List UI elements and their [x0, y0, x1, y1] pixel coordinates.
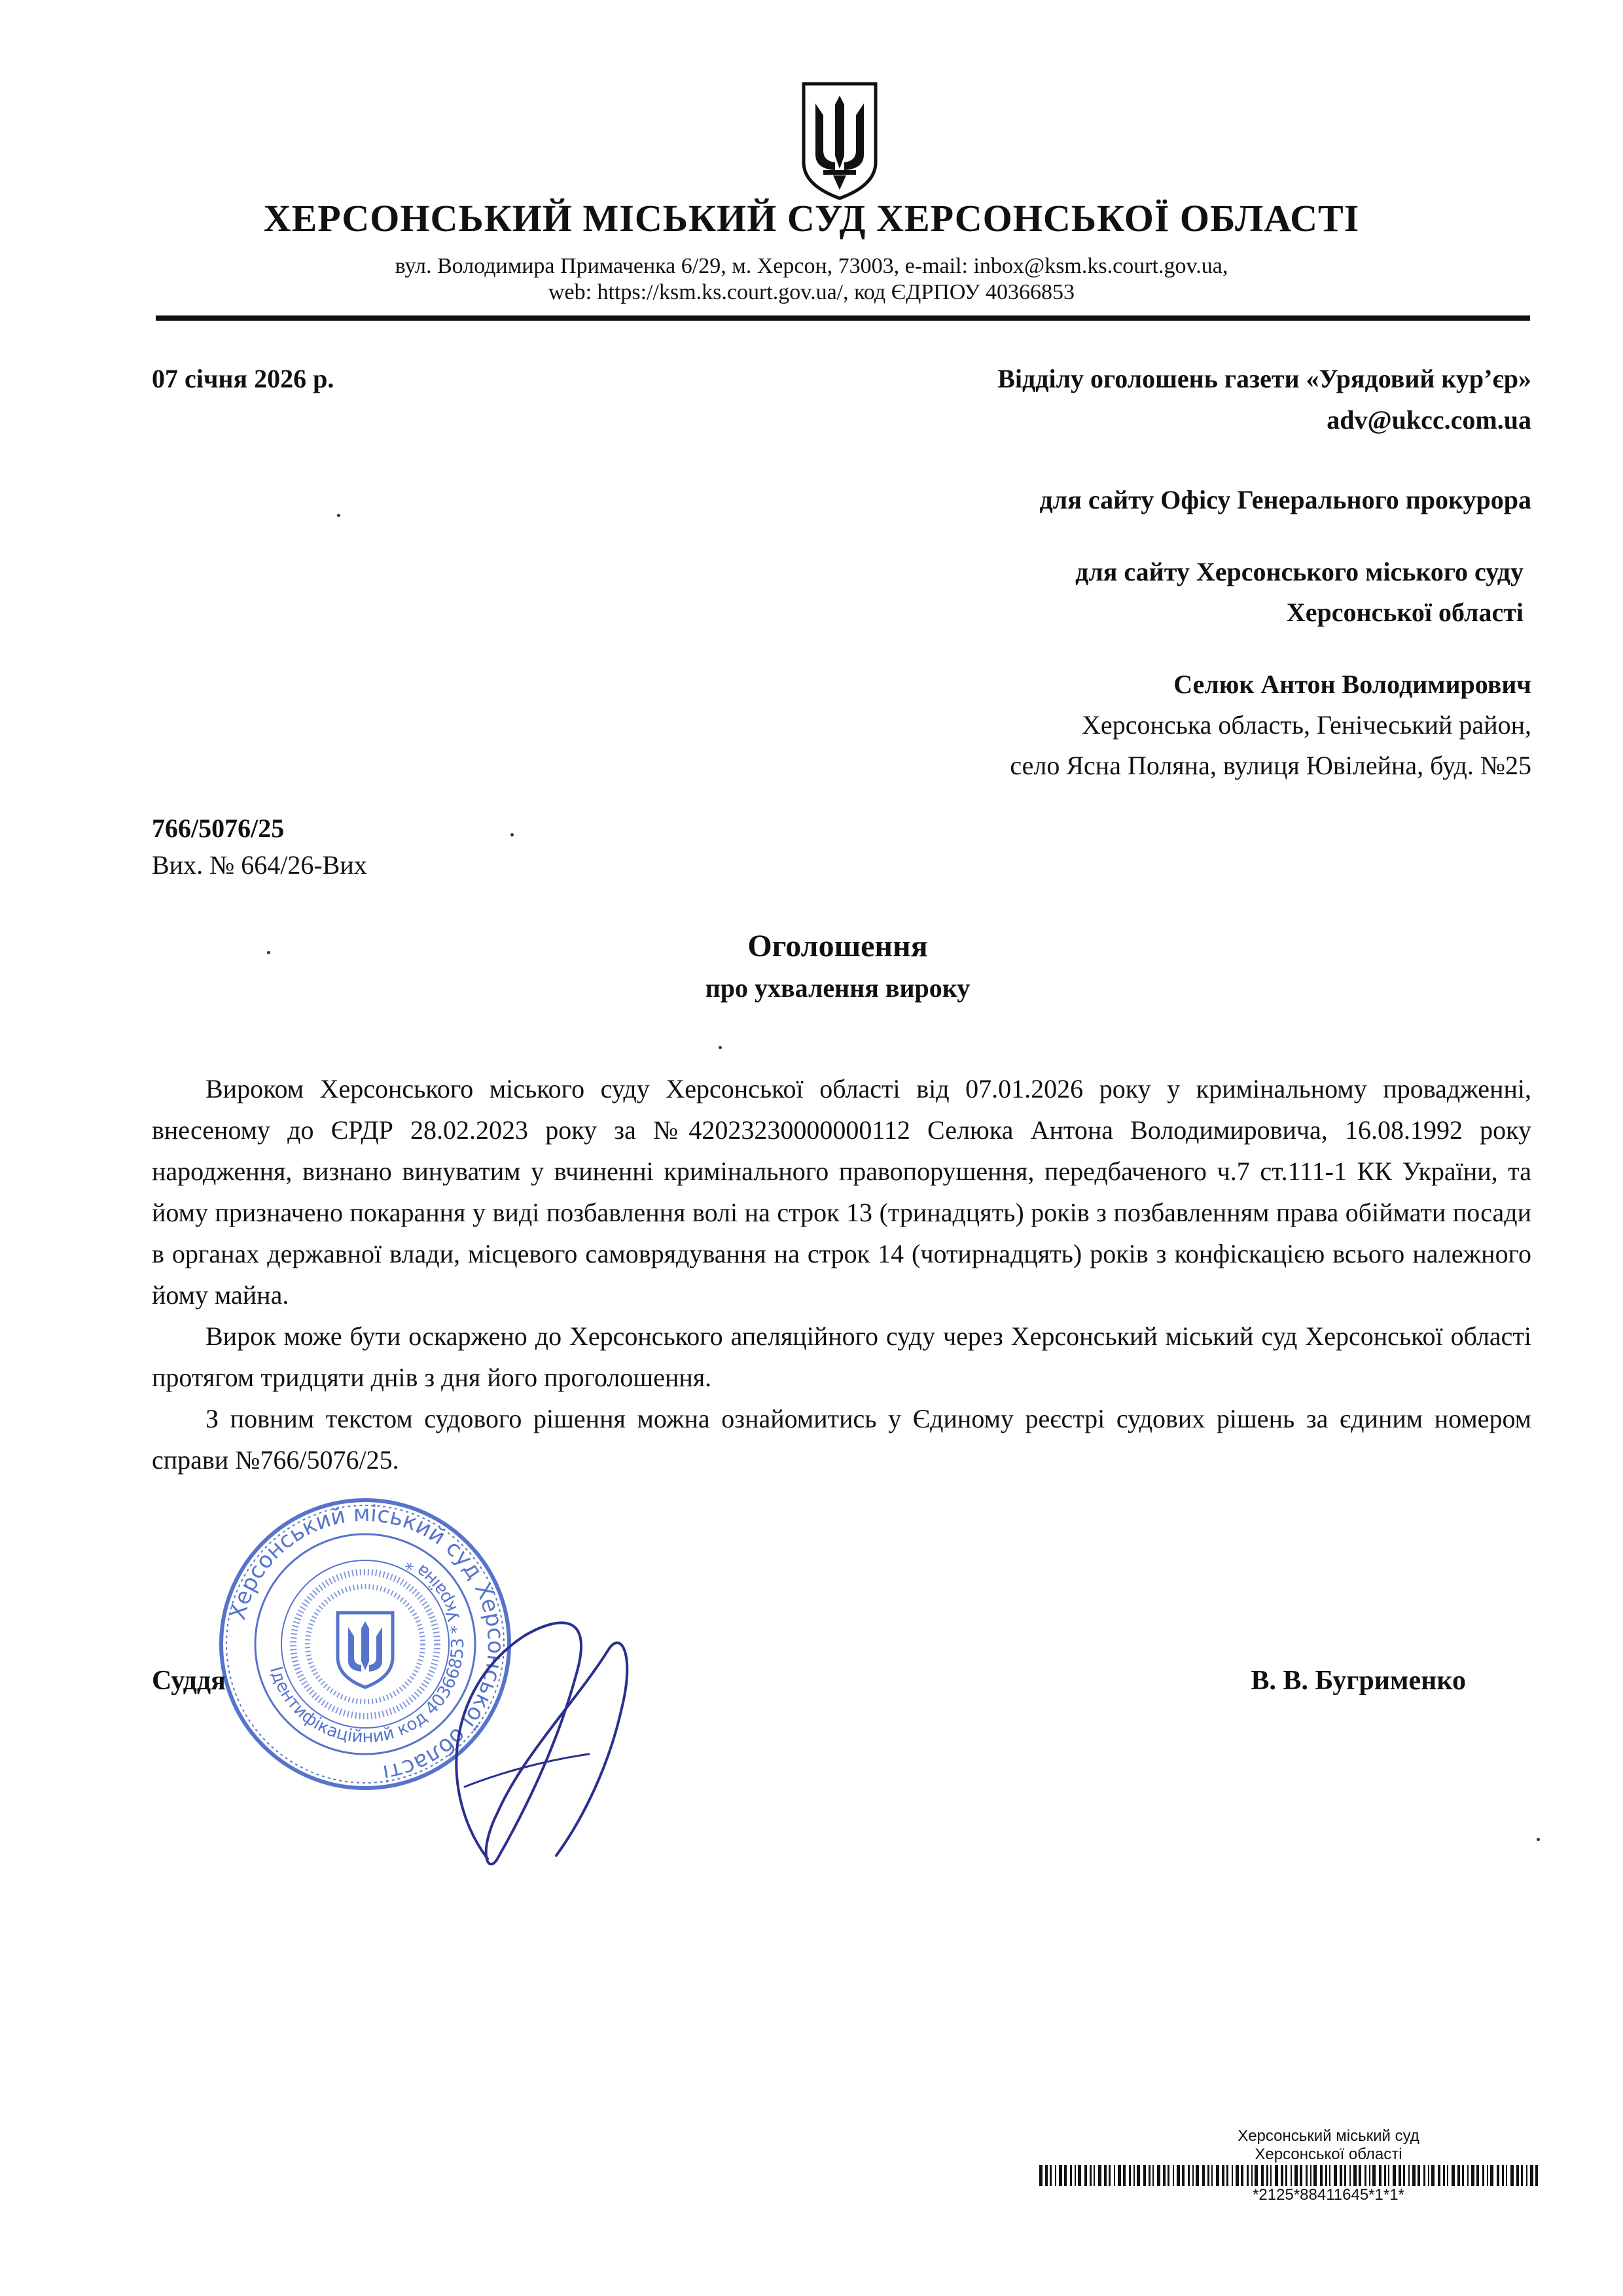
- barcode-bar: [1510, 2165, 1514, 2186]
- barcode-bar: [1039, 2165, 1043, 2186]
- barcode-bar: [1306, 2165, 1308, 2186]
- barcode-bar: [1137, 2165, 1140, 2186]
- header-divider: [156, 315, 1530, 321]
- paragraph-appeal: Вирок може бути оскаржено до Херсонського апеляційного суду через Херсонський міський суд Херсонської області протягом тридцяти днів з дня його проголошення.: [152, 1321, 1531, 1392]
- barcode-bar: [1270, 2165, 1272, 2186]
- barcode-bar: [1173, 2165, 1174, 2186]
- barcode-bar: [1226, 2165, 1228, 2186]
- barcode-bar: [1118, 2165, 1121, 2186]
- barcode-bar: [1452, 2165, 1455, 2186]
- barcode-bar: [1114, 2165, 1115, 2186]
- barcode-bar: [1196, 2165, 1199, 2186]
- barcode-bar: [1070, 2165, 1072, 2186]
- barcode-bar: [1222, 2165, 1224, 2186]
- barcode-bar: [1177, 2165, 1180, 2186]
- registration-court-name: Херсонський міський суд: [1238, 2127, 1419, 2145]
- barcode-bar: [1359, 2165, 1361, 2186]
- scan-speck: [510, 833, 514, 836]
- notice-title: Оголошення: [747, 929, 928, 963]
- barcode-bar: [1349, 2165, 1351, 2186]
- barcode-bar: [1408, 2165, 1410, 2186]
- barcode-bar: [1294, 2165, 1298, 2186]
- seal-outer-text: Херсонський міський суд Херсонської області: [224, 1500, 509, 1786]
- barcode-bar: [1285, 2165, 1287, 2186]
- recipient-prosecutor-site: для сайту Офісу Генерального прокурора: [1039, 485, 1531, 514]
- scan-speck: [267, 951, 270, 954]
- recipient-person-address-1: Херсонська область, Генічеський район,: [1082, 710, 1531, 740]
- barcode-bar: [1329, 2165, 1330, 2186]
- case-number: 766/5076/25: [152, 814, 285, 843]
- trident-emblem-icon: [797, 77, 882, 202]
- barcode-bar: [1157, 2165, 1160, 2186]
- barcode-bar: [1241, 2165, 1243, 2186]
- barcode-bar: [1447, 2165, 1448, 2186]
- notice-subtitle: про ухвалення вироку: [705, 973, 971, 1003]
- barcode-bar: [1078, 2165, 1081, 2186]
- barcode-bar: [1149, 2165, 1150, 2186]
- registration-court-region: Херсонської області: [1255, 2145, 1402, 2163]
- barcode-bar: [1300, 2165, 1302, 2186]
- barcode-bar: [1403, 2165, 1405, 2186]
- judge-label: Суддя: [152, 1666, 226, 1696]
- barcode-bar: [1232, 2165, 1233, 2186]
- registration-barcode-icon: [1039, 2165, 1540, 2186]
- barcode-bar: [1372, 2165, 1376, 2186]
- outgoing-number: Вих. № 664/26-Вих: [152, 850, 367, 880]
- barcode-bar: [1353, 2165, 1357, 2186]
- scan-speck: [719, 1046, 722, 1049]
- barcode-bar: [1393, 2165, 1396, 2186]
- barcode-bar: [1055, 2165, 1056, 2186]
- scan-speck: [337, 514, 340, 517]
- barcode-bar: [1443, 2165, 1445, 2186]
- barcode-bar: [1412, 2165, 1416, 2186]
- barcode-bar: [1168, 2165, 1169, 2186]
- barcode-bar: [1094, 2165, 1095, 2186]
- recipient-email: adv@ukcc.com.ua: [1327, 405, 1531, 435]
- notice-body: [152, 1068, 1531, 1480]
- barcode-bar: [1462, 2165, 1464, 2186]
- barcode-bar: [1084, 2165, 1087, 2186]
- registration-code: *2125*88411645*1*1*: [1253, 2186, 1404, 2204]
- recipient-court-site: для сайту Херсонського міського суду: [1075, 557, 1524, 586]
- barcode-bar: [1384, 2165, 1386, 2186]
- barcode-bar: [1236, 2165, 1239, 2186]
- barcode-bar: [1482, 2165, 1484, 2186]
- barcode-bar: [1457, 2165, 1460, 2186]
- barcode-bar: [1471, 2165, 1474, 2186]
- barcode-bar: [1379, 2165, 1382, 2186]
- barcode-bar: [1487, 2165, 1488, 2186]
- barcode-bar: [1310, 2165, 1311, 2186]
- barcode-bar: [1133, 2165, 1135, 2186]
- barcode-bar: [1281, 2165, 1283, 2186]
- barcode-bar: [1334, 2165, 1337, 2186]
- barcode-bar: [1438, 2165, 1440, 2186]
- barcode-bar: [1431, 2165, 1435, 2186]
- barcode-bar: [1059, 2165, 1062, 2186]
- barcode-bar: [1261, 2165, 1264, 2186]
- handwritten-signature-icon: [425, 1597, 635, 1872]
- barcode-bar: [1291, 2165, 1292, 2186]
- court-name: ХЕРСОНСЬКИЙ МІСЬКИЙ СУД ХЕРСОНСЬКОЇ ОБЛАСТІ: [263, 197, 1360, 240]
- barcode-bar: [1399, 2165, 1401, 2186]
- recipient-person-address-2: село Ясна Поляна, вулиця Ювілейна, буд. №25: [1010, 751, 1531, 780]
- barcode-bar: [1188, 2165, 1190, 2186]
- barcode-bar: [1163, 2165, 1166, 2186]
- barcode-bar: [1247, 2165, 1249, 2186]
- barcode-bar: [1152, 2165, 1154, 2186]
- barcode-bar: [1423, 2165, 1425, 2186]
- barcode-bar: [1521, 2165, 1523, 2186]
- barcode-bar: [1369, 2165, 1370, 2186]
- barcode-bar: [1516, 2165, 1519, 2186]
- barcode-bar: [1123, 2165, 1126, 2186]
- scan-speck: [1537, 1838, 1540, 1841]
- barcode-bar: [1275, 2165, 1278, 2186]
- barcode-bar: [1530, 2165, 1533, 2186]
- recipient-court-site-region: Херсонської області: [1286, 598, 1524, 627]
- barcode-bar: [1207, 2165, 1209, 2186]
- barcode-bar: [1418, 2165, 1420, 2186]
- barcode-bar: [1202, 2165, 1205, 2186]
- judge-name: В. В. Бугрименко: [1251, 1666, 1466, 1696]
- barcode-bar: [1182, 2165, 1185, 2186]
- document-date: 07 січня 2026 р.: [152, 364, 334, 393]
- barcode-bar: [1476, 2165, 1479, 2186]
- barcode-bar: [1526, 2165, 1527, 2186]
- barcode-bar: [1535, 2165, 1538, 2186]
- barcode-bar: [1340, 2165, 1342, 2186]
- barcode-bar: [1344, 2165, 1346, 2186]
- barcode-bar: [1266, 2165, 1268, 2186]
- barcode-bar: [1045, 2165, 1048, 2186]
- barcode-bar: [1467, 2165, 1469, 2186]
- paragraph-verdict: Вироком Херсонського міського суду Херсонської області від 07.01.2026 року у кримінальному провадженні, внесеному до ЄРДР 28.02.2023 року за №42023230000000112 Селюка Антона Володимировича, 16.08.1992 року народження, визнано винуватим у вчиненні кримінального правопорушення, передбаченого ч.7 ст.111-1 КК України, та йому призначено покарання у виді позбавлення волі на строк 13 (тринадцять) років з позбавленням права обіймати посади в органах державної влади, місцевого самоврядування на строк 14 (чотирнадцять) років з конфіскацією всього належного йому майна.: [152, 1074, 1531, 1310]
- barcode-bar: [1129, 2165, 1131, 2186]
- seal-inner-text: Ідентифікаційний код 40366853 * Україна *: [265, 1552, 469, 1748]
- barcode-bar: [1325, 2165, 1327, 2186]
- barcode-bar: [1216, 2165, 1219, 2186]
- barcode-bar: [1075, 2165, 1076, 2186]
- barcode-bar: [1506, 2165, 1507, 2186]
- barcode-bar: [1104, 2165, 1107, 2186]
- barcode-bar: [1364, 2165, 1366, 2186]
- barcode-bar: [1143, 2165, 1146, 2186]
- barcode-bar: [1050, 2165, 1052, 2186]
- barcode-bar: [1251, 2165, 1253, 2186]
- court-web-and-code: web: https://ksm.ks.court.gov.ua/, код ЄДРПОУ 40366853: [548, 280, 1075, 304]
- barcode-bar: [1255, 2165, 1258, 2186]
- barcode-bar: [1428, 2165, 1429, 2186]
- barcode-bar: [1090, 2165, 1092, 2186]
- barcode-bar: [1490, 2165, 1493, 2186]
- barcode-bar: [1497, 2165, 1499, 2186]
- barcode-bar: [1320, 2165, 1323, 2186]
- barcode-bar: [1388, 2165, 1389, 2186]
- paragraph-registry: З повним текстом судового рішення можна ознайомитись у Єдиному реєстрі судових рішень за єдиним номером справи №766/5076/25.: [152, 1404, 1531, 1475]
- barcode-bar: [1109, 2165, 1111, 2186]
- barcode-bar: [1064, 2165, 1067, 2186]
- barcode-bar: [1192, 2165, 1194, 2186]
- barcode-bar: [1098, 2165, 1101, 2186]
- recipient-newspaper: Відділу оголошень газети «Урядовий кур’єр»: [997, 364, 1531, 393]
- barcode-bar: [1211, 2165, 1213, 2186]
- court-address: вул. Володимира Примаченка 6/29, м. Херсон, 73003, e-mail: inbox@ksm.ks.court.gov.ua,: [395, 254, 1228, 278]
- recipient-person-name: Селюк Антон Володимирович: [1173, 670, 1531, 699]
- barcode-bar: [1502, 2165, 1504, 2186]
- barcode-bar: [1313, 2165, 1317, 2186]
